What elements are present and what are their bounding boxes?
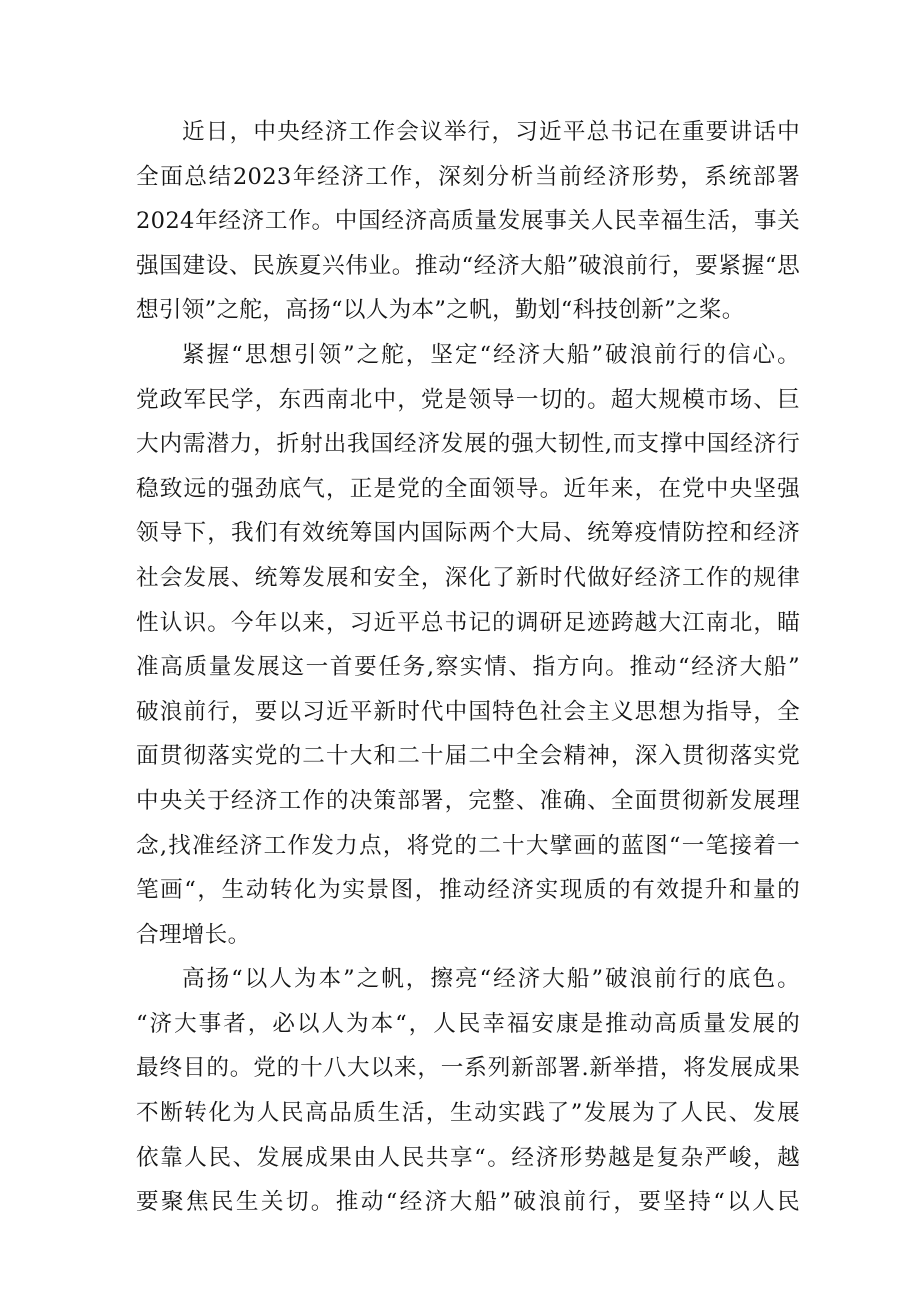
text-line: 笔画“，生动转化为实景图，推动经济实现质的有效提升和量的: [136, 877, 800, 904]
text-line: 破浪前行，要以习近平新时代中国特色社会主义思想为指导，全: [136, 698, 800, 725]
text-line: 想引领”之舵，高扬“以人为本”之帆，勤划“科技创新”之桨。: [136, 297, 745, 324]
text-line: 最终目的。党的十八大以来，一系列新部署.新举措，将发展成果: [136, 1055, 800, 1082]
text-line: 2024年经济工作。中国经济高质量发展事关人民幸福生活，事关: [136, 208, 800, 235]
text-line: 准高质量发展这一首要任务,察实情、指方向。推动“经济大船”: [136, 654, 800, 681]
paragraph-3: [136, 957, 800, 1225]
text-line: 紧握“思想引领”之舵，坚定“经济大船”破浪前行的信心。: [182, 341, 800, 368]
text-line: 不断转化为人民高品质生活，生动实践了”发展为了人民、发展: [136, 1100, 800, 1127]
text-line: 面贯彻落实党的二十大和二十届二中全会精神，深入贯彻落实党: [136, 743, 800, 770]
paragraph-2: [136, 333, 800, 957]
article-body: [136, 110, 800, 1225]
text-line: 依靠人民、发展成果由人民共享“。经济形势越是复杂严峻，越: [136, 1144, 800, 1171]
text-line: 近日，中央经济工作会议举行，习近平总书记在重要讲话中: [182, 119, 800, 145]
text-line: 高扬“以人为本”之帆，擦亮“经济大船”破浪前行的底色。: [182, 966, 800, 993]
text-line: 大内需潜力，折射出我国经济发展的强大韧性,而支撑中国经济行: [136, 431, 800, 458]
text-line: 念,找准经济工作发力点，将党的二十大擘画的蓝图“一笔接着一: [136, 832, 800, 859]
text-line: 稳致远的强劲底气，正是党的全面领导。近年来，在党中央坚强: [136, 475, 800, 502]
text-line: 全面总结2023年经济工作，深刻分析当前经济形势，系统部署: [136, 163, 800, 190]
text-line: “济大事者，必以人为本“，人民幸福安康是推动高质量发展的: [136, 1010, 800, 1037]
text-line: 党政军民学，东西南北中，党是领导一切的。超大规模市场、巨: [136, 386, 800, 413]
text-line: 中央关于经济工作的决策部署，完整、准确、全面贯彻新发展理: [136, 787, 800, 814]
text-line: 社会发展、统筹发展和安全，深化了新时代做好经济工作的规律: [136, 564, 800, 591]
text-line: 合理增长。: [136, 921, 251, 948]
text-line: 领导下，我们有效统筹国内国际两个大局、统筹疫情防控和经济: [136, 520, 800, 547]
paragraph-1: [136, 110, 800, 333]
text-line: 强国建设、民族夏兴伟业。推动“经济大船”破浪前行，要紧握“思: [136, 252, 800, 279]
text-line: 要聚焦民生关切。推动“经济大船”破浪前行，要坚持“以人民: [136, 1189, 800, 1216]
text-line: 性认识。今年以来，习近平总书记的调研足迹跨越大江南北，瞄: [136, 609, 800, 636]
